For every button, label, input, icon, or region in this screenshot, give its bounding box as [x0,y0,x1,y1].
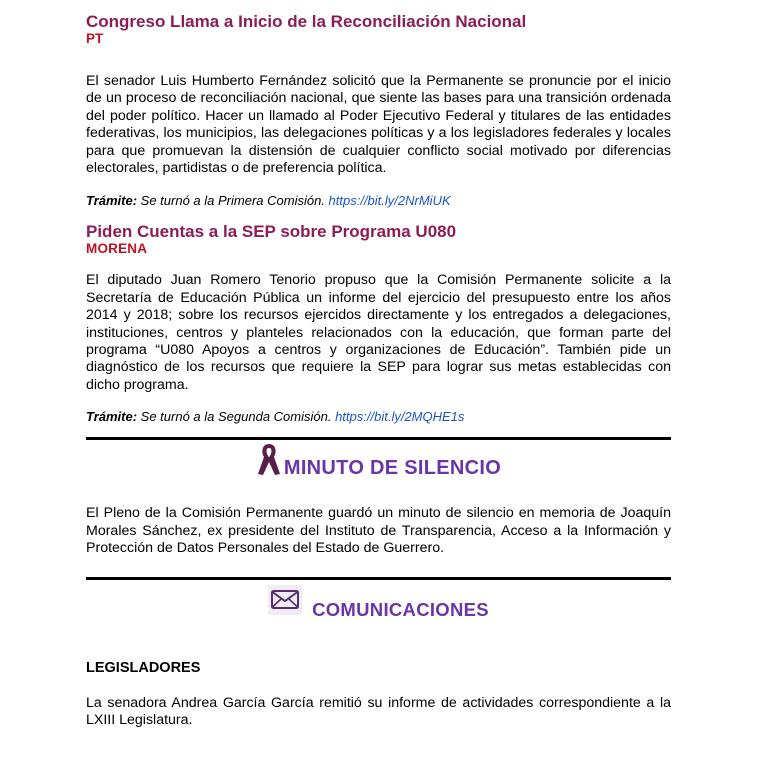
section-divider [86,437,671,440]
minuto-header [86,442,671,484]
envelope-icon [268,585,302,615]
article-sep [86,222,671,425]
tramite-link[interactable]: https://bit.ly/2NrMiUK [328,193,451,209]
comunicaciones-header [86,583,671,623]
tramite-link[interactable]: https://bit.ly/2MQHE1s [335,409,465,425]
tramite-label: Trámite: [86,409,138,425]
tramite-line [86,409,671,425]
tramite-label: Trámite: [86,193,138,209]
legisladores-heading: LEGISLADORES [86,659,201,676]
ribbon-icon [256,441,282,481]
article-title: Congreso Llama a Inicio de la Reconciliación Nacional [86,12,527,31]
article-body: El senador Luis Humberto Fernández solicitó que la Permanente se pronuncie por el inicio de un proceso de reconciliación nacional, que siente las bases para una transición ordenada del poder político. Hacer un llamado al Poder Ejecutivo Federal y titulares de las entidades federativas, los municipios, las delegaciones políticas y a los legisladores federales y locales para que promuevan la distensión de cualquier conflicto social motivado por diferencias electorales, partidistas o de preferencia política. [86,73,671,177]
article-body: El diputado Juan Romero Tenorio propuso que la Comisión Permanente solicite a la Secretaría de Educación Pública un informe del ejercicio del presupuesto entre los años 2014 y 2018; sobre los recursos ejercidos directamente y los entregados a delegaciones, instituciones, centros y planteles relacionados con la educación, que forman parte del programa “U080 Apoyos a centros y organizaciones de Educación”. También pide un diagnóstico de los recursos que requiere la SEP para lograr sus metas establecidas con dicho programa. [86,272,671,393]
comunicaciones-title: COMUNICACIONES [312,598,489,620]
party-label: PT [86,31,104,46]
party-label: MORENA [86,241,148,257]
article-title: Piden Cuentas a la SEP sobre Programa U080 [86,222,457,242]
tramite-line [86,193,671,209]
section-divider [86,577,671,580]
tramite-text: Se turnó a la Segunda Comisión. [137,409,336,425]
tramite-text: Se turnó a la Primera Comisión. [137,193,329,209]
article-reconciliacion [86,12,671,209]
minuto-body: El Pleno de la Comisión Permanente guardó un minuto de silencio en memoria de Joaquín Morales Sánchez, ex presidente del Instituto de Transparencia, Acceso a la Información y Protección de Datos Personales del Estado de Guerrero. [86,505,671,557]
document-page [86,12,671,729]
minuto-title: MINUTO DE SILENCIO [283,456,502,479]
comunicaciones-body: La senadora Andrea García García remitió su informe de actividades correspondiente a la LXIII Legislatura. [86,694,671,728]
